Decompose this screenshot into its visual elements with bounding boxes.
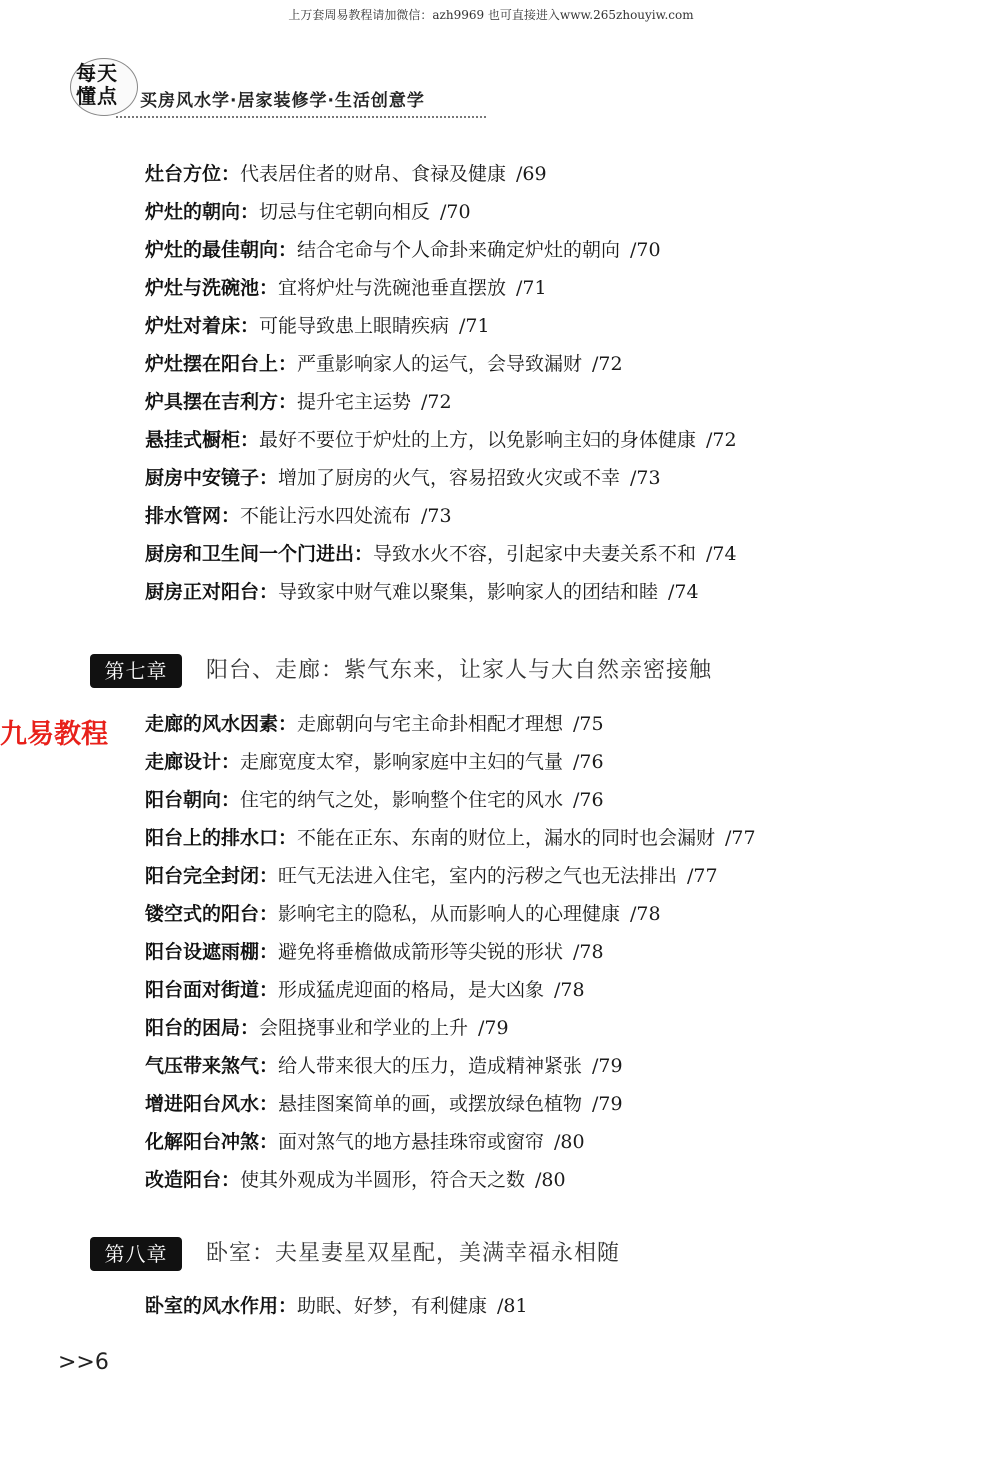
- toc-entry-description: 住宅的纳气之处，影响整个住宅的风水: [240, 789, 564, 811]
- toc-entry-page: /79: [478, 1017, 509, 1039]
- toc-entry-heading: 卧室的风水作用：: [145, 1295, 298, 1317]
- toc-entry[interactable]: [145, 788, 604, 812]
- toc-entry-description: 会阻挠事业和学业的上升: [259, 1017, 469, 1039]
- toc-entry-description: 可能导致患上眼睛疾病: [259, 315, 450, 337]
- toc-entry[interactable]: [145, 390, 452, 414]
- toc-entry-page: /70: [440, 201, 471, 223]
- toc-entry-description: 最好不要位于炉灶的上方，以免影响主妇的身体健康: [259, 429, 697, 451]
- toc-entry[interactable]: [145, 1168, 566, 1192]
- toc-entry-page: /80: [535, 1169, 566, 1191]
- toc-entry-heading: 厨房中安镜子：: [145, 467, 279, 489]
- toc-entry-description: 增加了厨房的火气，容易招致火灾或不幸: [278, 467, 621, 489]
- chapter-8-title[interactable]: 卧室：夫星妻星双星配，美满幸福永相随: [206, 1241, 621, 1266]
- toc-entry-heading: 炉灶的朝向：: [145, 201, 260, 223]
- toc-entry-heading: 厨房正对阳台：: [145, 581, 279, 603]
- toc-entry[interactable]: [145, 1092, 623, 1116]
- toc-entry-page: /71: [459, 315, 490, 337]
- toc-entry-page: /72: [706, 429, 737, 451]
- toc-entry-heading: 阳台面对街道：: [145, 979, 279, 1001]
- toc-entry-description: 结合宅命与个人命卦来确定炉灶的朝向: [297, 239, 621, 261]
- toc-entry-page: /76: [573, 751, 604, 773]
- toc-entry[interactable]: [145, 276, 547, 300]
- toc-entry-page: /73: [630, 467, 661, 489]
- toc-entry-description: 导致家中财气难以聚集，影响家人的团结和睦: [278, 581, 659, 603]
- toc-entry[interactable]: [145, 1130, 585, 1154]
- toc-entry-page: /78: [573, 941, 604, 963]
- header-dotted-divider: [116, 116, 486, 118]
- chapter-7-tag: 第七章: [90, 654, 182, 688]
- toc-entry-description: 影响宅主的隐私，从而影响人的心理健康: [278, 903, 621, 925]
- toc-entry-description: 避免将垂檐做成箭形等尖锐的形状: [278, 941, 564, 963]
- toc-entry-heading: 阳台的困局：: [145, 1017, 260, 1039]
- chapter-8-tag: 第八章: [90, 1237, 182, 1271]
- toc-entry-page: /74: [668, 581, 699, 603]
- toc-entry-heading: 灶台方位：: [145, 163, 241, 185]
- toc-entry-heading: 排水管网：: [145, 505, 241, 527]
- toc-entry-page: /78: [554, 979, 585, 1001]
- toc-entry-heading: 阳台完全封闭：: [145, 865, 279, 887]
- toc-entry-heading: 走廊设计：: [145, 751, 241, 773]
- toc-entry-description: 给人带来很大的压力，造成精神紧张: [278, 1055, 583, 1077]
- toc-entry-page: /73: [421, 505, 452, 527]
- toc-entry-page: /79: [592, 1093, 623, 1115]
- toc-entry-heading: 厨房和卫生间一个门进出：: [145, 543, 374, 565]
- toc-entry-page: /77: [687, 865, 718, 887]
- toc-entry[interactable]: [145, 428, 737, 452]
- toc-entry-heading: 镂空式的阳台：: [145, 903, 279, 925]
- toc-entry-page: /69: [516, 163, 547, 185]
- toc-entry-page: /81: [497, 1295, 528, 1317]
- toc-entry-description: 助眠、好梦，有利健康: [297, 1295, 488, 1317]
- toc-entry-page: /79: [592, 1055, 623, 1077]
- toc-entry-description: 走廊宽度太窄，影响家庭中主妇的气量: [240, 751, 564, 773]
- toc-entry-description: 形成猛虎迎面的格局，是大凶象: [278, 979, 545, 1001]
- toc-entry-description: 代表居住者的财帛、食禄及健康: [240, 163, 507, 185]
- toc-entry-heading: 炉灶摆在阳台上：: [145, 353, 298, 375]
- toc-entry-description: 宜将炉灶与洗碗池垂直摆放: [278, 277, 507, 299]
- toc-entry[interactable]: [145, 162, 547, 186]
- toc-entry[interactable]: [145, 978, 585, 1002]
- toc-entry-page: /71: [516, 277, 547, 299]
- toc-entry[interactable]: [145, 542, 737, 566]
- toc-entry-page: /72: [592, 353, 623, 375]
- toc-entry-description: 严重影响家人的运气，会导致漏财: [297, 353, 583, 375]
- toc-entry[interactable]: [145, 314, 490, 338]
- watermark-text: 上万套周易教程请加微信：azh9969 也可直接进入www.265zhouyiw.com: [288, 8, 694, 22]
- toc-entry-page: /77: [725, 827, 756, 849]
- toc-entry-heading: 炉灶对着床：: [145, 315, 260, 337]
- toc-entry-description: 不能让污水四处流布: [240, 505, 412, 527]
- toc-entry[interactable]: [145, 902, 661, 926]
- toc-entry-page: /70: [630, 239, 661, 261]
- toc-entry-page: /76: [573, 789, 604, 811]
- toc-entry-description: 旺气无法进入住宅，室内的污秽之气也无法排出: [278, 865, 678, 887]
- toc-entry-page: /75: [573, 713, 604, 735]
- toc-entry[interactable]: [145, 1054, 623, 1078]
- series-subtitle: 买房风水学·居家装修学·生活创意学: [140, 91, 425, 111]
- toc-entry-heading: 炉灶与洗碗池：: [145, 277, 279, 299]
- toc-entry-page: /78: [630, 903, 661, 925]
- toc-entry[interactable]: [145, 1016, 509, 1040]
- toc-entry-description: 面对煞气的地方悬挂珠帘或窗帘: [278, 1131, 545, 1153]
- toc-entry[interactable]: [145, 712, 604, 736]
- chapter-7-title[interactable]: 阳台、走廊：紫气东来，让家人与大自然亲密接触: [206, 658, 713, 683]
- toc-entry-description: 悬挂图案简单的画，或摆放绿色植物: [278, 1093, 583, 1115]
- toc-entry-description: 使其外观成为半圆形，符合天之数: [240, 1169, 526, 1191]
- toc-entry-heading: 悬挂式橱柜：: [145, 429, 260, 451]
- toc-entry-description: 走廊朝向与宅主命卦相配才理想: [297, 713, 564, 735]
- toc-entry-description: 导致水火不容，引起家中夫妻关系不和: [373, 543, 697, 565]
- toc-entry[interactable]: [145, 940, 604, 964]
- toc-entry-description: 提升宅主运势: [297, 391, 412, 413]
- watermark-badge: 九易教程: [0, 719, 108, 750]
- toc-entry-heading: 阳台朝向：: [145, 789, 241, 811]
- toc-entry-page: /80: [554, 1131, 585, 1153]
- toc-entry[interactable]: [145, 1294, 528, 1318]
- toc-entry[interactable]: [145, 580, 699, 604]
- toc-entry[interactable]: [145, 200, 471, 224]
- toc-entry-description: 切忌与住宅朝向相反: [259, 201, 431, 223]
- toc-entry[interactable]: [145, 238, 661, 262]
- toc-entry-heading: 改造阳台：: [145, 1169, 241, 1191]
- toc-entry[interactable]: [145, 352, 623, 376]
- toc-entry[interactable]: [145, 504, 452, 528]
- toc-entry-page: /74: [706, 543, 737, 565]
- toc-entry-heading: 化解阳台冲煞：: [145, 1131, 279, 1153]
- toc-entry-heading: 走廊的风水因素：: [145, 713, 298, 735]
- toc-entry[interactable]: [145, 826, 756, 850]
- series-logo-text: 每天懂点: [76, 61, 118, 108]
- toc-entry-heading: 气压带来煞气：: [145, 1055, 279, 1077]
- toc-entry-heading: 增进阳台风水：: [145, 1093, 279, 1115]
- page-number: >>6: [58, 1350, 109, 1375]
- toc-entry-page: /72: [421, 391, 452, 413]
- toc-entry-heading: 阳台设遮雨棚：: [145, 941, 279, 963]
- toc-entry[interactable]: [145, 750, 604, 774]
- toc-entry-description: 不能在正东、东南的财位上，漏水的同时也会漏财: [297, 827, 716, 849]
- toc-entry-heading: 炉灶的最佳朝向：: [145, 239, 298, 261]
- toc-entry-heading: 阳台上的排水口：: [145, 827, 298, 849]
- toc-entry[interactable]: [145, 466, 661, 490]
- toc-entry-heading: 炉具摆在吉利方：: [145, 391, 298, 413]
- toc-entry[interactable]: [145, 864, 718, 888]
